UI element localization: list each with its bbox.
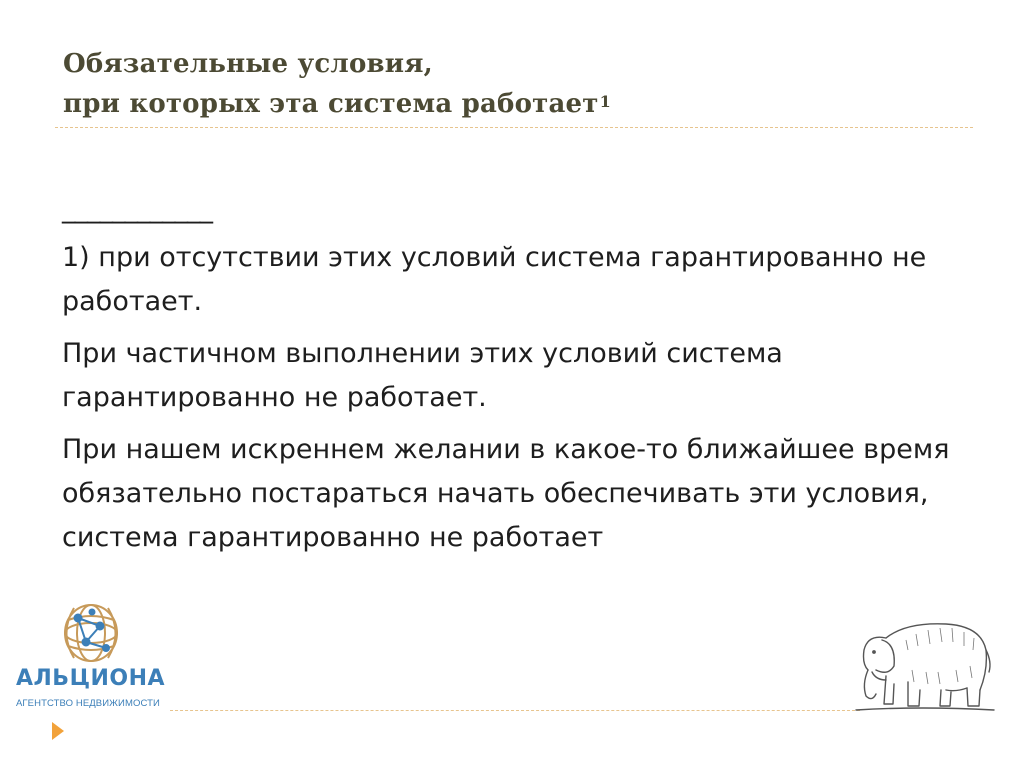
footnote-marker: 1 (599, 92, 611, 111)
paragraph-3: При нашем искреннем желании в какое-то ближайшее время обязательно постараться начать обеспечивать эти условия, система гарантированно не работает (62, 434, 950, 553)
company-logo (14, 592, 174, 717)
title-line-2-text: при которых эта система работает (63, 89, 599, 119)
footer-divider (170, 710, 860, 711)
slide-body (62, 193, 982, 568)
globe-network-icon (54, 598, 128, 668)
elephant-illustration (846, 610, 996, 715)
title-line-1: Обязательные условия, (63, 49, 433, 79)
logo-subtitle: АГЕНТСТВО НЕДВИЖИМОСТИ (16, 698, 160, 709)
slide-title (63, 44, 963, 124)
logo-name: АЛЬЦИОНА (16, 666, 166, 691)
footnote-separator: ____________ (62, 193, 212, 224)
title-line-2 (63, 84, 963, 124)
title-divider (55, 127, 973, 128)
play-arrow-icon[interactable] (52, 722, 64, 740)
paragraph-2: При частичном выполнении этих условий система гарантированно не работает. (62, 338, 783, 413)
paragraph-1: 1) при отсутствии этих условий система гарантированно не работает. (62, 242, 927, 317)
